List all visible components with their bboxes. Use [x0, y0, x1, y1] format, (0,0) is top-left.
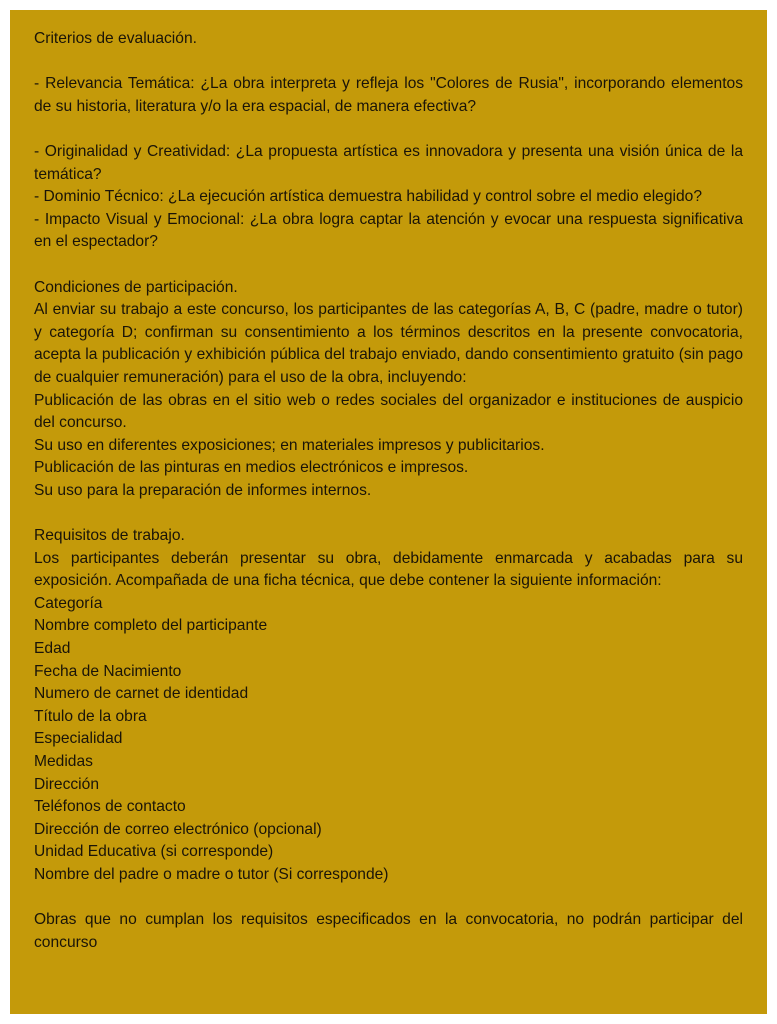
spacer	[34, 254, 743, 277]
requirement-item: Especialidad	[34, 730, 123, 748]
requirement-item: Fecha de Nacimiento	[34, 662, 182, 680]
requirement-item: Teléfonos de contacto	[34, 798, 186, 816]
participation-item: Publicación de las obras en el sitio web o redes sociales del organizador e instituciones de auspicio del concurso.	[34, 391, 743, 432]
requirement-item: Medidas	[34, 753, 93, 770]
closing-note: Obras que no cumplan los requisitos especificados en la convocatoria, no podrán participar del concurso	[34, 911, 743, 951]
requirement-item: Nombre del padre o madre o tutor (Si corresponde)	[34, 865, 389, 883]
requirement-item: Dirección de correo electrónico (opcional)	[34, 820, 322, 838]
criterion-technique: - Dominio Técnico: ¿La ejecución artística demuestra habilidad y control sobre el medio elegido?	[34, 188, 702, 206]
criterion-relevance: - Relevancia Temática: ¿La obra interpreta y refleja los "Colores de Rusia", incorporando elementos de su historia, literatura y/o la era espacial, de manera efectiva?	[34, 75, 743, 115]
participation-heading: Condiciones de participación.	[34, 278, 238, 296]
requirement-item: Edad	[34, 640, 71, 658]
requirement-item: Título de la obra	[34, 707, 147, 725]
participation-item: Su uso en diferentes exposiciones; en materiales impresos y publicitarios.	[34, 436, 545, 454]
requirement-item: Unidad Educativa (si corresponde)	[34, 843, 274, 861]
requirement-item: Categoría	[34, 594, 103, 612]
spacer	[34, 118, 743, 141]
requirement-item: Numero de carnet de identidad	[34, 685, 249, 703]
requirement-item: Dirección	[34, 775, 99, 793]
participation-intro: Al enviar su trabajo a este concurso, los participantes de las categorías A, B, C (padre, madre o tutor) y categoría D; confirman su consentimiento a los términos descritos en la presente convocatoria, acepta la publicación y exhibición pública del trabajo enviado, dando consentimiento gratuito (sin pago de cualquier remuneración) para el uso de la obra, incluyendo:	[34, 301, 743, 386]
requirements-heading: Requisitos de trabajo.	[34, 527, 185, 545]
spacer	[34, 51, 743, 74]
requirements-intro: Los participantes deberán presentar su obra, debidamente enmarcada y acabadas para su exposición. Acompañada de una ficha técnica, que debe contener la siguiente información:	[34, 549, 743, 590]
spacer	[34, 887, 743, 910]
participation-item: Publicación de las pinturas en medios electrónicos e impresos.	[34, 459, 469, 477]
spacer	[34, 502, 743, 525]
requirement-item: Nombre completo del participante	[34, 617, 268, 635]
criterion-originality: - Originalidad y Creatividad: ¿La propuesta artística es innovadora y presenta una visión única de la temática?	[34, 142, 743, 183]
document-body	[34, 28, 743, 954]
evaluation-heading: Criterios de evaluación.	[34, 30, 197, 47]
criterion-impact: - Impacto Visual y Emocional: ¿La obra logra captar la atención y evocar una respuesta significativa en el espectador?	[34, 210, 743, 251]
document-panel	[10, 10, 767, 1014]
participation-item: Su uso para la preparación de informes internos.	[34, 481, 372, 499]
